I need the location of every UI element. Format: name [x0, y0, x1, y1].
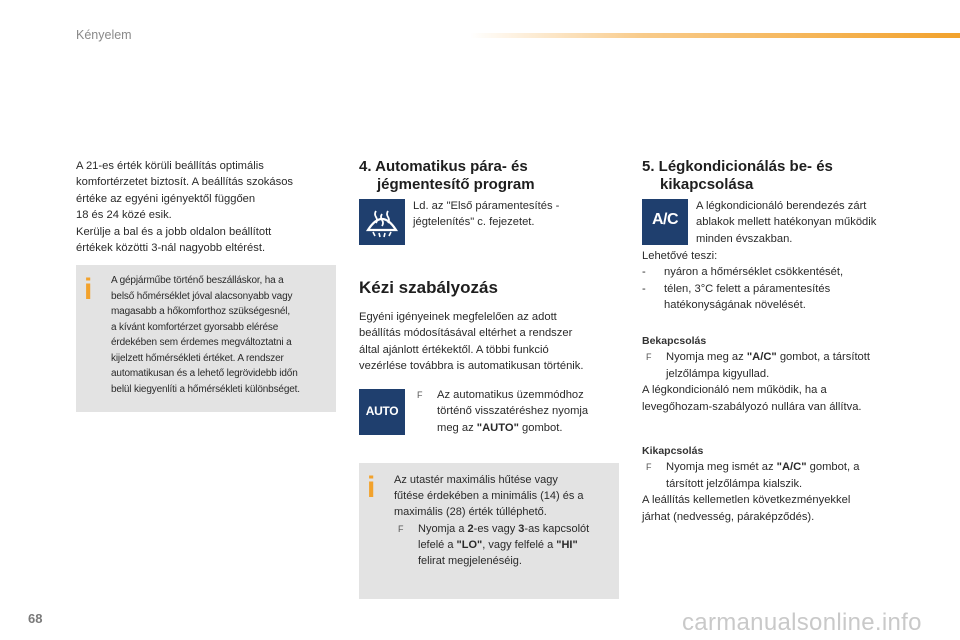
section-heading-ac: [642, 158, 892, 193]
ac-benefits: [642, 248, 902, 314]
text-line: belső hőmérséklet jóval alacsonyabb vagy: [111, 290, 293, 302]
text-line: Az utastér maximális hűtése vagy: [394, 474, 558, 486]
text-line: Ld. az "Első páramentesítés -: [413, 200, 560, 212]
dash-bullet: -: [642, 266, 646, 279]
header-accent-bar: [470, 33, 960, 38]
auto-button-icon: [359, 389, 405, 435]
info-text: [394, 472, 616, 569]
defrost-reference: [413, 198, 613, 231]
heading-line: jégmentesítő program: [377, 175, 535, 193]
text-line: társított jelzőlámpa kialszik.: [666, 477, 803, 490]
text-line: Nyomja a 2-es vagy 3-as kapcsolót: [418, 522, 590, 535]
bullet-icon: F: [646, 352, 652, 363]
text-line: jégtelenítés" c. fejezetet.: [413, 216, 535, 229]
info-icon: i: [367, 471, 376, 504]
text-line: A gépjárműbe történő beszálláskor, ha a: [111, 275, 284, 286]
text-line: A légkondicionáló nem működik, ha a: [642, 384, 827, 397]
text-line: A légkondicionáló berendezés zárt: [696, 200, 867, 212]
watermark: carmanualsonline.info: [682, 609, 922, 636]
text-line: lefelé a "LO", vagy felfelé a "HI": [418, 538, 578, 551]
text-line: érdekében sem érdemes megváltoztatni a: [111, 337, 292, 348]
ac-icon-label: A/C: [651, 211, 679, 228]
text-line: értékek közötti 3-nál nagyobb eltérést.: [76, 242, 266, 255]
text-line: meg az "AUTO" gombot.: [437, 421, 563, 434]
text-line: nyáron a hőmérséklet csökkentését,: [664, 266, 844, 279]
text-line: kijelzett hőmérsékleti értéket. A rendszer: [111, 352, 284, 364]
ac-on-section: [642, 333, 902, 415]
ac-off-section: [642, 443, 902, 525]
heading-line: 5. Légkondicionálás be- és: [642, 158, 833, 175]
text-line: Kerülje a bal és a jobb oldalon beállított: [76, 225, 272, 238]
text-line: által ajánlott értékektől. A többi funkció: [359, 343, 549, 356]
info-text: [111, 273, 333, 397]
text-line: komfortérzetet biztosít. A beállítás szokásos: [76, 176, 294, 189]
bullet-icon: F: [398, 523, 404, 534]
text-line: fűtése érdekében a minimális (14) és a: [394, 490, 584, 503]
bullet-icon: F: [646, 462, 652, 473]
auto-instruction: [413, 387, 613, 436]
subheading-on: Bekapcsolás: [642, 335, 707, 347]
ac-intro: [696, 198, 901, 247]
text-line: télen, 3°C felett a páramentesítés: [664, 282, 831, 295]
info-box: [76, 265, 336, 412]
info-box: [359, 463, 619, 599]
text-line: A leállítás kellemetlen következményekkel: [642, 494, 851, 507]
text-line: automatikusan és a lehető legrövidebb időn: [111, 368, 298, 379]
windscreen-defrost-icon: [359, 199, 405, 245]
text-line: felirat megjelenéséig.: [418, 555, 522, 568]
text-line: ablakok mellett hatékonyan működik: [696, 216, 877, 229]
text-line: belül kiegyenlíti a hőmérsékleti különbséget.: [111, 383, 300, 395]
ac-button-icon: [642, 199, 688, 245]
text-line: maximális (28) érték túlléphető.: [394, 506, 547, 519]
text-line: Egyéni igényeinek megfelelően az adott: [359, 311, 557, 323]
subheading-off: Kikapcsolás: [642, 445, 704, 457]
manual-control-paragraph: [359, 309, 619, 375]
text-line: Nyomja meg ismét az "A/C" gombot, a: [666, 461, 860, 474]
text-line: történő visszatéréshez nyomja: [437, 405, 589, 418]
text-line: 18 és 24 közé esik.: [76, 209, 172, 222]
page-number: 68: [28, 611, 43, 626]
text-line: hatékonyságának növelését.: [664, 299, 806, 312]
text-line: a kívánt komfortérzet gyorsabb elérése: [111, 321, 279, 333]
text-line: levegőhozam-szabályozó nullára van állítva.: [642, 400, 862, 413]
text-line: Nyomja meg az "A/C" gombot, a társított: [666, 351, 870, 364]
manual-control-heading: Kézi szabályozás: [359, 278, 498, 297]
heading-line: kikapcsolása: [660, 175, 754, 193]
text-line: Lehetővé teszi:: [642, 250, 718, 262]
text-line: magasabb a hőkomforthoz szükségesnél,: [111, 306, 291, 317]
dash-bullet: -: [642, 282, 646, 295]
text-line: vezérlése továbbra is automatikusan történik.: [359, 360, 584, 373]
text-line: jelzőlámpa kigyullad.: [666, 367, 770, 380]
comfort-paragraph: [76, 158, 336, 256]
text-line: járhat (nedvesség, páraképződés).: [642, 510, 815, 523]
auto-icon-label: AUTO: [365, 404, 399, 418]
section-title: Kényelem: [76, 28, 132, 42]
text-line: értéke az egyéni igényektől függően: [76, 192, 256, 205]
heading-line: 4. Automatikus pára- és: [359, 158, 528, 175]
text-line: A 21-es érték körüli beállítás optimális: [76, 160, 264, 172]
text-line: minden évszakban.: [696, 232, 793, 245]
bullet-icon: F: [417, 390, 423, 400]
info-icon: i: [84, 273, 93, 306]
section-heading-defrost: [359, 158, 609, 193]
text-line: Az automatikus üzemmódhoz: [437, 389, 584, 401]
text-line: beállítás módosításával eltérhet a rendszer: [359, 327, 573, 340]
